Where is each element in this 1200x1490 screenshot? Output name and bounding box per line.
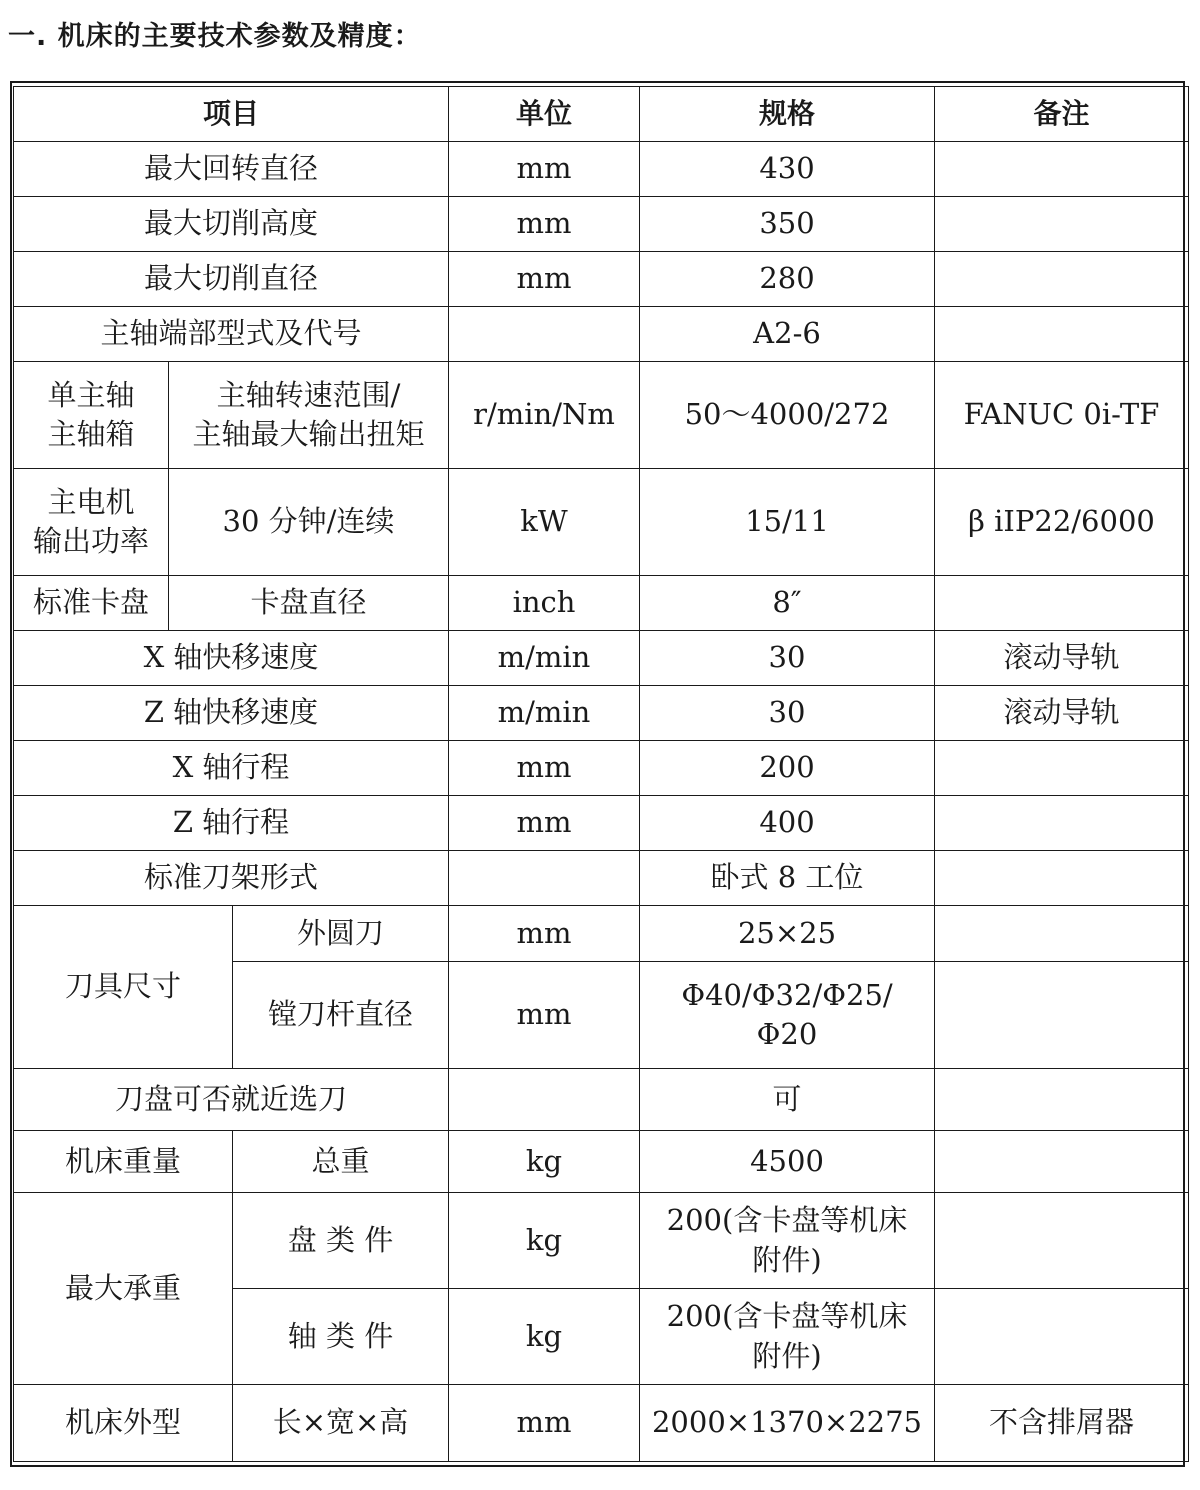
spec-cell: 卧式 8 工位 [640,851,935,906]
spec-cell: 4500 [640,1131,935,1193]
spec-cell: 50～4000/272 [640,362,935,469]
page-heading: 一. 机床的主要技术参数及精度： [8,21,422,52]
item-cell: 外圆刀 [233,906,449,962]
header-note: 备注 [935,87,1189,142]
spec-cell: 400 [640,796,935,851]
note-cell [935,851,1189,906]
note-cell [935,1193,1189,1289]
unit-cell: kW [449,469,640,576]
unit-cell: mm [449,962,640,1069]
unit-cell: kg [449,1131,640,1193]
item-cell: X 轴行程 [14,741,449,796]
spec-cell: 30 [640,631,935,686]
group-cell: 刀具尺寸 [14,906,233,1069]
unit-cell: mm [449,796,640,851]
note-cell [935,796,1189,851]
group-cell [14,362,169,469]
item-cell: 最大切削直径 [14,252,449,307]
table-row [14,1069,1189,1131]
unit-cell: mm [449,197,640,252]
group-line: 主轴箱 [47,417,135,451]
spec-cell: 25×25 [640,906,935,962]
item-cell: Z 轴行程 [14,796,449,851]
unit-cell: m/min [449,686,640,741]
item-line: 主轴最大输出扭矩 [192,417,425,451]
spec-cell: 430 [640,142,935,197]
group-line: 单主轴 [47,377,135,412]
header-spec: 规格 [640,87,935,142]
note-cell [935,142,1189,197]
item-cell: 最大回转直径 [14,142,449,197]
note-cell: β iIP22/6000 [935,469,1189,576]
spec-line: 200(含卡盘等机床 [666,1203,908,1238]
note-cell [935,1289,1189,1385]
note-cell [935,1069,1189,1131]
group-cell [14,469,169,576]
note-cell [935,307,1189,362]
table-row [14,1131,1189,1193]
item-cell: 30 分钟/连续 [169,469,449,576]
table-row [14,906,1189,962]
spec-cell: 350 [640,197,935,252]
table-row [14,197,1189,252]
item-cell: 最大切削高度 [14,197,449,252]
table-row [14,851,1189,906]
group-cell: 机床重量 [14,1131,233,1193]
unit-cell: kg [449,1289,640,1385]
group-cell: 标准卡盘 [14,576,169,631]
spec-line: 附件) [752,1338,822,1373]
item-cell: 盘 类 件 [233,1193,449,1289]
table-row [14,741,1189,796]
spec-cell: A2-6 [640,307,935,362]
item-cell: 长×宽×高 [233,1385,449,1462]
spec-line: 200(含卡盘等机床 [666,1299,908,1334]
note-cell [935,252,1189,307]
spec-line: Φ40/Φ32/Φ25/ [681,977,893,1012]
spec-line: 附件) [752,1242,822,1277]
note-cell [935,576,1189,631]
header-unit: 单位 [449,87,640,142]
header-item: 项目 [14,87,449,142]
spec-cell: 30 [640,686,935,741]
unit-cell [449,307,640,362]
group-cell: 最大承重 [14,1193,233,1385]
note-cell: FANUC 0i-TF [935,362,1189,469]
note-cell [935,962,1189,1069]
spec-cell: 8″ [640,576,935,631]
table-row [14,1385,1189,1462]
item-cell [169,362,449,469]
group-line: 输出功率 [32,524,149,558]
item-cell: 刀盘可否就近选刀 [14,1069,449,1131]
note-cell: 不含排屑器 [935,1385,1189,1462]
note-cell [935,906,1189,962]
spec-cell [640,1289,935,1385]
group-line: 主电机 [47,484,135,519]
item-cell: 主轴端部型式及代号 [14,307,449,362]
item-cell: 轴 类 件 [233,1289,449,1385]
item-cell: X 轴快移速度 [14,631,449,686]
table-row [14,796,1189,851]
table-row [14,362,1189,469]
group-cell: 机床外型 [14,1385,233,1462]
item-cell: 镗刀杆直径 [233,962,449,1069]
table-row [14,307,1189,362]
unit-cell: r/min/Nm [449,362,640,469]
spec-cell: 可 [640,1069,935,1131]
item-line: 主轴转速范围/ [216,377,401,412]
unit-cell: m/min [449,631,640,686]
note-cell: 滚动导轨 [935,631,1189,686]
spec-cell: 200 [640,741,935,796]
unit-cell [449,851,640,906]
unit-cell: mm [449,142,640,197]
spec-cell [640,1193,935,1289]
unit-cell: mm [449,741,640,796]
note-cell [935,1131,1189,1193]
table-row [14,252,1189,307]
table-row [14,142,1189,197]
spec-table [13,86,1189,1462]
unit-cell: mm [449,906,640,962]
note-cell [935,741,1189,796]
table-row [14,1193,1189,1289]
spec-cell: 2000×1370×2275 [640,1385,935,1462]
item-cell: 总重 [233,1131,449,1193]
spec-cell: 280 [640,252,935,307]
unit-cell: inch [449,576,640,631]
spec-cell [640,962,935,1069]
unit-cell: mm [449,1385,640,1462]
item-cell: Z 轴快移速度 [14,686,449,741]
note-cell: 滚动导轨 [935,686,1189,741]
item-cell: 标准刀架形式 [14,851,449,906]
table-row [14,631,1189,686]
table-row [14,469,1189,576]
table-header-row [14,87,1189,142]
item-cell: 卡盘直径 [169,576,449,631]
table-row [14,576,1189,631]
spec-line: Φ20 [756,1017,818,1051]
unit-cell [449,1069,640,1131]
table-row [14,686,1189,741]
spec-cell: 15/11 [640,469,935,576]
unit-cell: mm [449,252,640,307]
unit-cell: kg [449,1193,640,1289]
note-cell [935,197,1189,252]
